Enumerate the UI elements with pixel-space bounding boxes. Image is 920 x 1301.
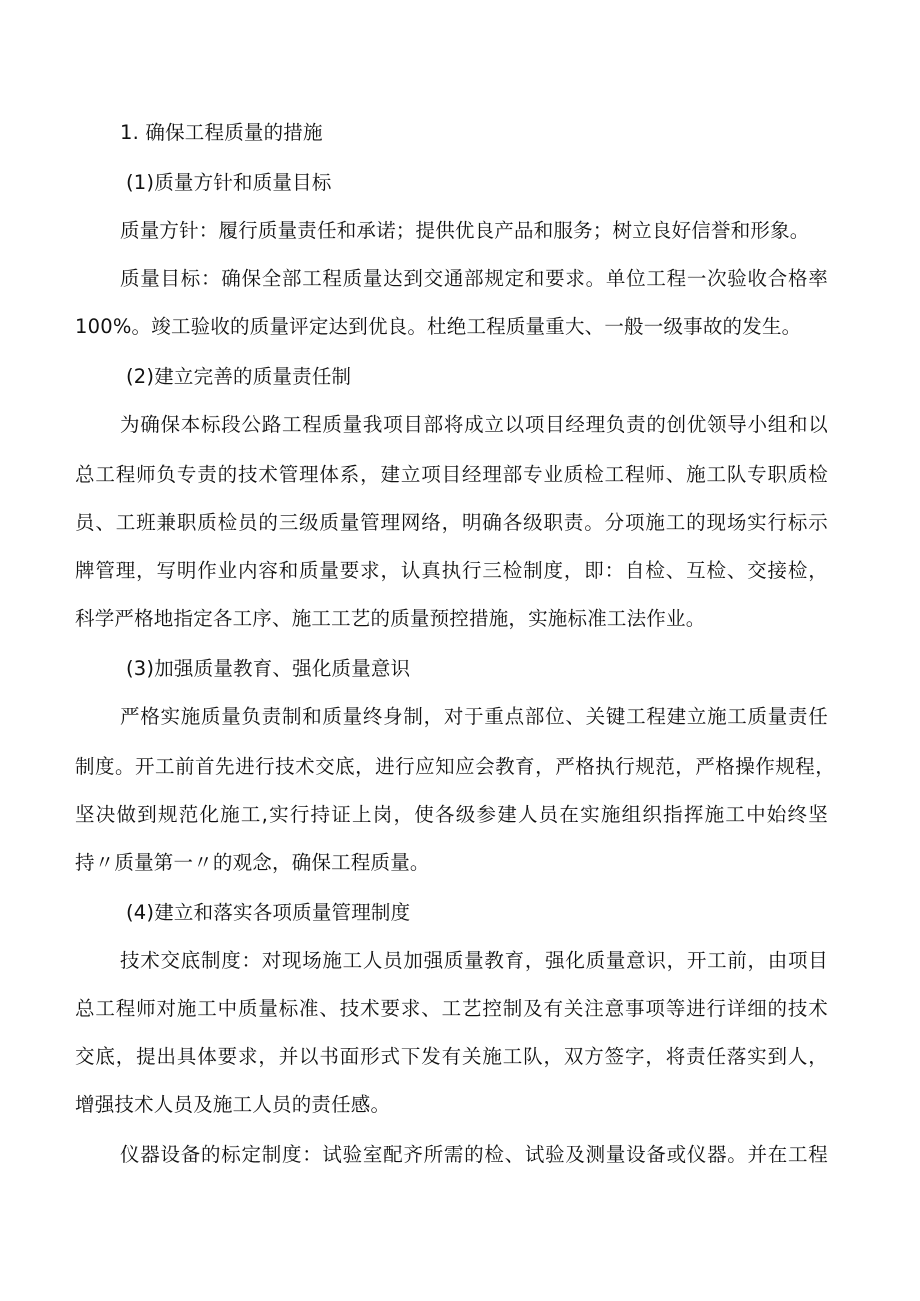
- education-line-2: 制度。开工前首先进行技术交底，进行应知应会教育，严格执行规范，严格操作规程，: [75, 755, 835, 778]
- section-title: 1. 确保工程质量的措施: [120, 121, 323, 144]
- calibration-line-1: 仪器设备的标定制度：试验室配齐所需的检、试验及测量设备或仪器。并在工程: [120, 1143, 828, 1166]
- responsibility-line-1: 为确保本标段公路工程质量我项目部将成立以项目经理负责的创优领导小组和以: [120, 413, 828, 436]
- responsibility-line-3: 员、工班兼职质检员的三级质量管理网络，明确各级职责。分项施工的现场实行标示: [75, 511, 828, 534]
- quality-target-line-2: 100%。竣工验收的质量评定达到优良。杜绝工程质量重大、一般一级事故的发生。: [75, 315, 802, 338]
- responsibility-line-5: 科学严格地指定各工序、施工工艺的质量预控措施，实施标准工法作业。: [75, 607, 706, 630]
- education-line-1: 严格实施质量负责制和质量终身制，对于重点部位、关键工程建立施工质量责任: [120, 705, 828, 728]
- tech-briefing-line-3: 交底，提出具体要求，并以书面形式下发有关施工队，双方签字，将责任落实到人，: [75, 1045, 828, 1068]
- tech-briefing-line-2: 总工程师对施工中质量标准、技术要求、工艺控制及有关注意事项等进行详细的技术: [75, 997, 828, 1020]
- education-line-4: 持〃质量第一〃的观念，确保工程质量。: [75, 851, 430, 874]
- sub2-heading: (2)建立完善的质量责任制: [126, 365, 352, 388]
- tech-briefing-line-1: 技术交底制度：对现场施工人员加强质量教育，强化质量意识，开工前，由项目: [120, 949, 828, 972]
- sub1-heading: (1)质量方针和质量目标: [126, 171, 332, 194]
- responsibility-line-2: 总工程师负专责的技术管理体系，建立项目经理部专业质检工程师、施工队专职质检: [75, 463, 828, 486]
- education-line-3: 坚决做到规范化施工,实行持证上岗，使各级参建人员在实施组织指挥施工中始终坚: [75, 803, 828, 826]
- quality-target-line-1: 质量目标：确保全部工程质量达到交通部规定和要求。单位工程一次验收合格率: [120, 267, 828, 290]
- sub3-heading: (3)加强质量教育、强化质量意识: [126, 657, 411, 680]
- quality-policy-paragraph: 质量方针：履行质量责任和承诺；提供优良产品和服务；树立良好信誉和形象。: [120, 219, 810, 242]
- sub4-heading: (4)建立和落实各项质量管理制度: [126, 901, 411, 924]
- tech-briefing-line-4: 增强技术人员及施工人员的责任感。: [75, 1093, 391, 1116]
- responsibility-line-4: 牌管理，写明作业内容和质量要求，认真执行三检制度，即：自检、互检、交接检，: [75, 559, 828, 582]
